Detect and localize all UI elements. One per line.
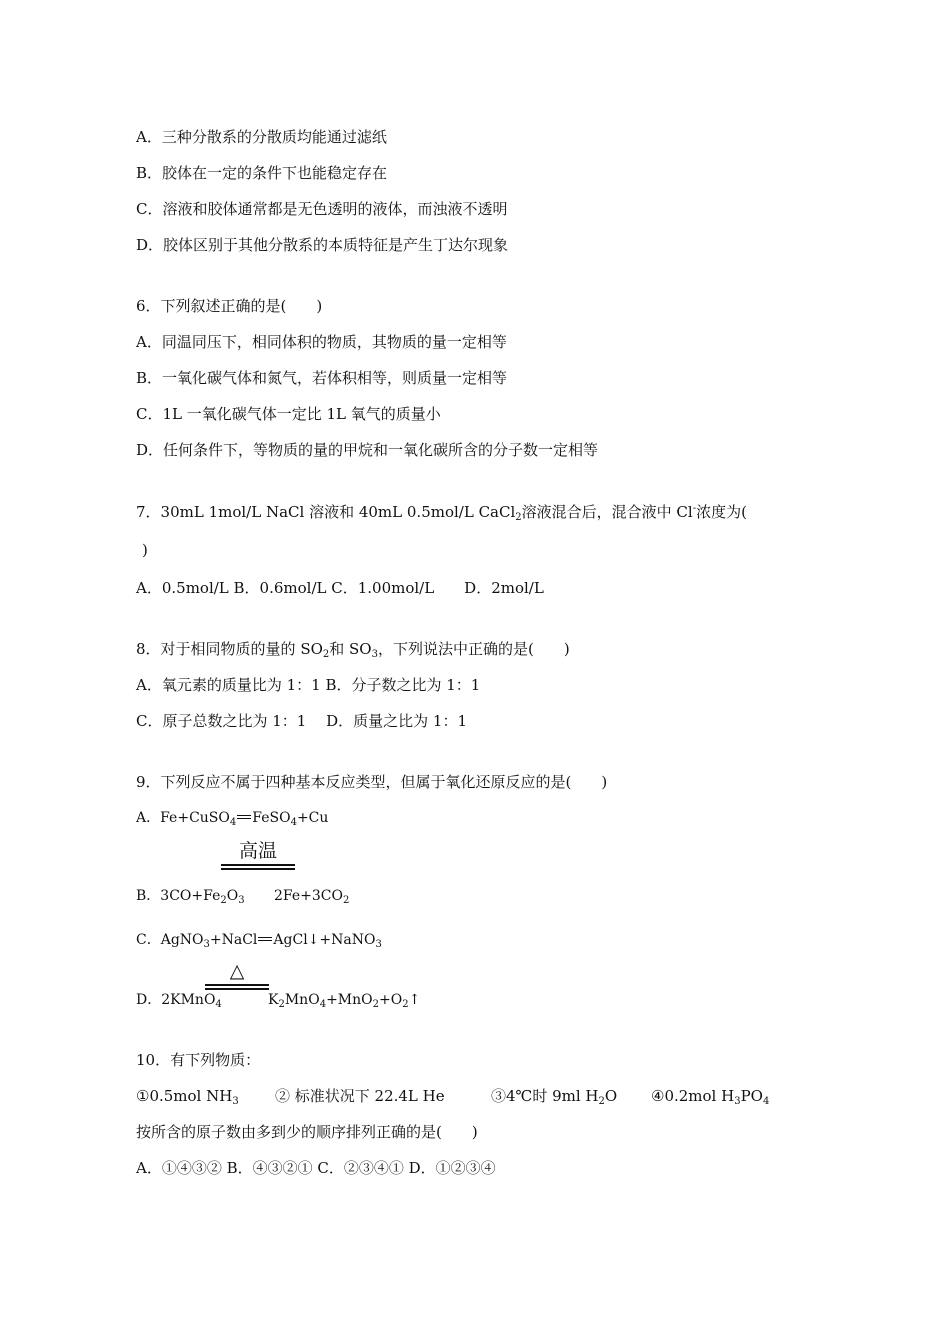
q10-question: 按所含的原子数由多到少的顺序排列正确的是( ) xyxy=(136,1123,478,1141)
q5-option-d: D．胶体区别于其他分散系的本质特征是产生丁达尔现象 xyxy=(136,236,509,254)
q10-item-4: ④0.2mol $H_3PO_4$ xyxy=(651,1087,770,1107)
q5-option-b: B．胶体在一定的条件下也能稳定存在 xyxy=(136,164,388,182)
q10-stem: 10．有下列物质： xyxy=(136,1051,261,1069)
q5-option-c: C．溶液和胶体通常都是无色透明的液体，而浊液不透明 xyxy=(136,200,508,218)
q10-options: A．①④③② B．④③②① C．②③④① D．①②③④ xyxy=(136,1159,496,1177)
q9-option-d: D．2KMnO$_4$ xyxy=(136,992,222,1010)
q8-options-cd: C．原子总数之比为 1：1 D．质量之比为 1：1 xyxy=(136,712,467,730)
equals-sign xyxy=(258,937,272,941)
q9-stem: 9．下列反应不属于四种基本反应类型，但属于氧化还原反应的是( ) xyxy=(136,773,608,791)
q7-stem: 7．30mL 1mol/L NaCl 溶液和 40mL 0.5mol/L CaCl$_2$溶液混合后，混合液中 Cl-浓度为( xyxy=(136,503,747,523)
heat-triangle-icon: △ xyxy=(229,960,245,982)
q9-option-c: C．AgNO$_3$+NaCl AgCl↓+NaNO$_3$ xyxy=(136,932,382,950)
q10-item-2: ② 标准状况下 22.4L He xyxy=(275,1087,445,1105)
q6-option-a: A．同温同压下，相同体积的物质，其物质的量一定相等 xyxy=(136,333,507,351)
q10-item-3: ③4℃时 9ml $H_2O$ xyxy=(491,1087,618,1107)
equals-sign xyxy=(237,815,251,819)
q6-option-d: D．任何条件下，等物质的量的甲烷和一氧化碳所含的分子数一定相等 xyxy=(136,441,599,459)
q7-stem-continued: ) xyxy=(142,541,148,559)
q6-option-c: C．1L 一氧化碳气体一定比 1L 氧气的质量小 xyxy=(136,405,441,423)
q5-option-a: A．三种分散系的分散质均能通过滤纸 xyxy=(136,128,387,146)
q9-d-condition xyxy=(205,960,269,990)
q8-stem: 8．对于相同物质的量的 $SO_2$和 $SO_3$，下列说法中正确的是( ) xyxy=(136,640,570,660)
q6-option-b: B．一氧化碳气体和氮气，若体积相等，则质量一定相等 xyxy=(136,369,508,387)
q8-options-ab: A．氧元素的质量比为 1：1 B．分子数之比为 1：1 xyxy=(136,676,481,694)
q7-options: A．0.5mol/L B．0.6mol/L C．1.00mol/L D．2mol/L xyxy=(136,579,544,597)
q9-option-b: B．$3CO+Fe_2O_3$ xyxy=(136,888,245,906)
q9-option-a: A．Fe+CuSO$_4$ FeSO$_4$+Cu xyxy=(136,810,329,828)
q9-option-b-product: $2Fe+3CO_2$ xyxy=(274,888,350,906)
q6-stem: 6．下列叙述正确的是( ) xyxy=(136,297,323,315)
q9-b-condition: 高温 xyxy=(221,840,295,870)
q10-item-1: ①0.5mol $NH_3$ xyxy=(136,1087,239,1107)
q9-option-d-product: $K_2MnO_4+MnO_2+O_2↑$ xyxy=(268,992,421,1010)
